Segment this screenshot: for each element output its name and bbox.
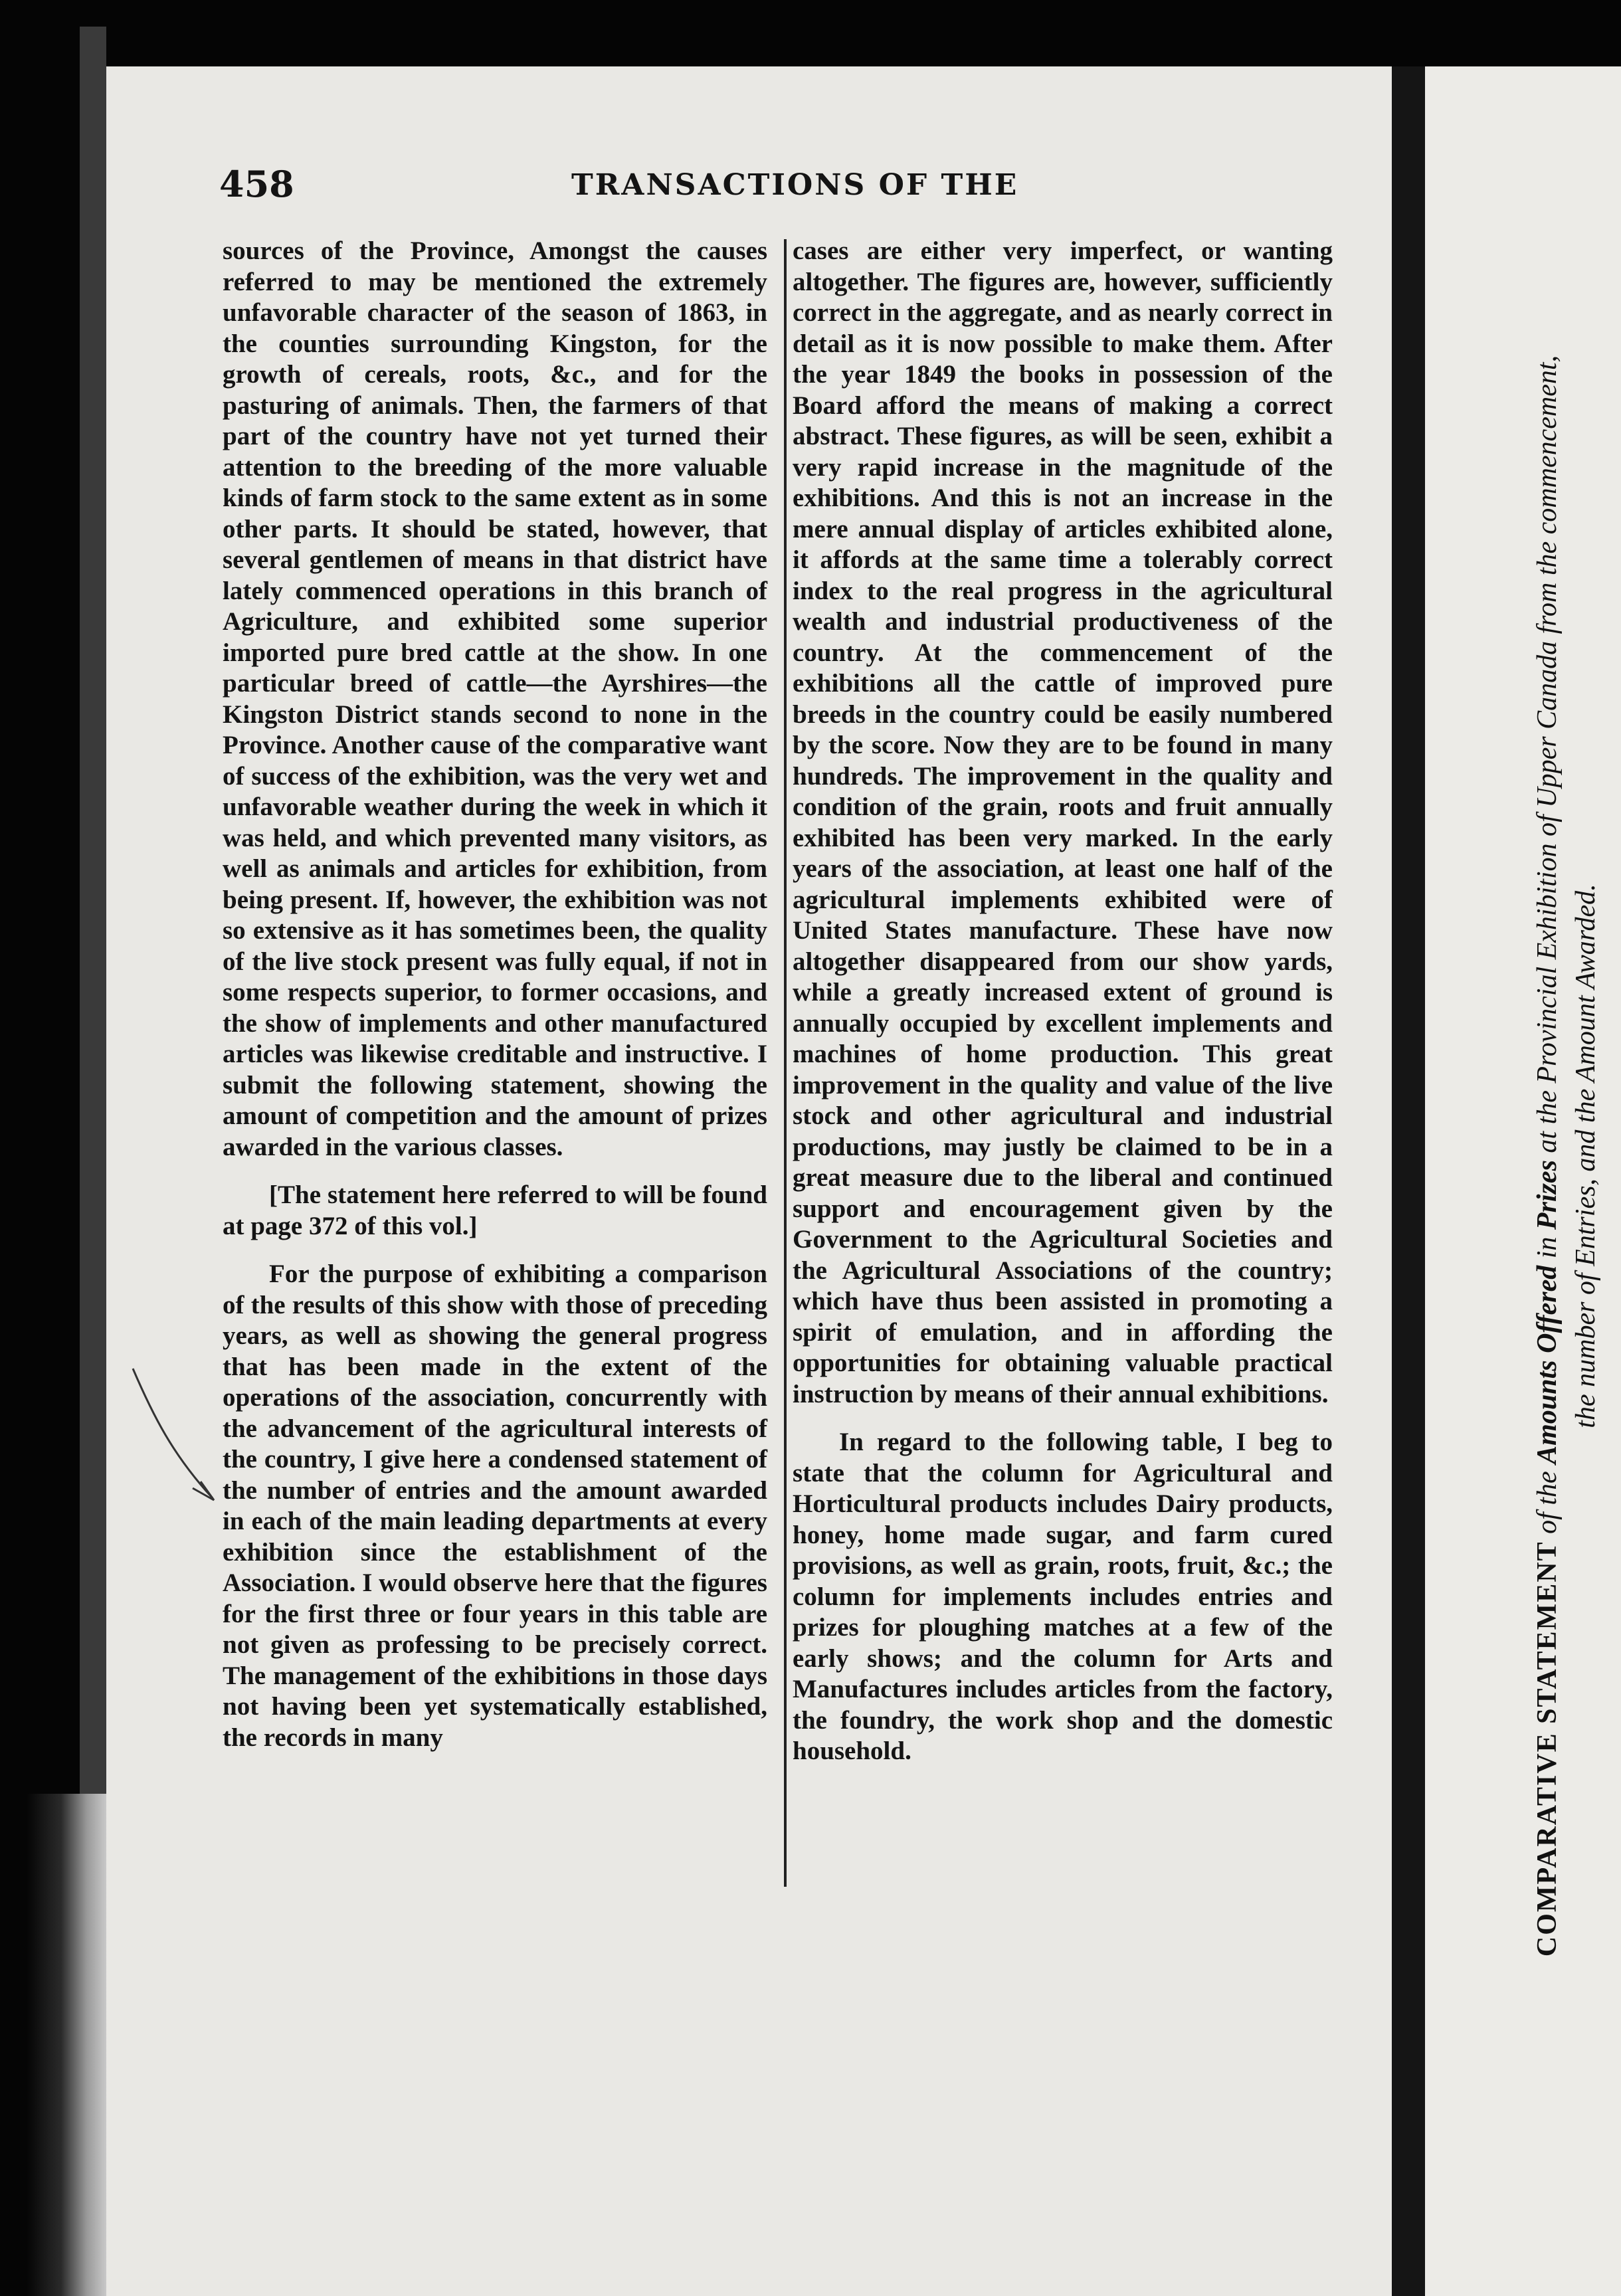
page-number: 458 xyxy=(219,163,294,205)
left-paragraph-3: For the purpose of exhibiting a comparison of the results of this show with those of preceding years, as well as showing the general progress that has been made in the extent of the operations of the association, concurrently with the advancement of the agricultural interests of the country, I give here a condensed statement of the number of entries and the amount awarded in each of the main leading departments at every exhibition since the establishment of the Association. I would observe here that the figures for the first three or four years in this table are not given as professing to be precisely correct. The management of the exhibitions in those days not having been yet systematically established, the records in many xyxy=(223,1260,767,1752)
caption-caps: COMPARATIVE STATEMENT xyxy=(1532,1541,1563,1957)
left-paragraph-1: sources of the Province, Amongst the causes referred to may be mentioned the extremely unfavorable character of the season of 1863, in the counties surrounding Kingston, for the growth of cereals, roots, &c., and for the pasturing of animals. Then, the farmers of that part of the country have not yet turned their attention to the breeding of the more valuable kinds of farm stock to the same extent as in some other parts. It should be stated, however, that several gentlemen of means in that district have lately commenced operations in this branch of Agriculture, and exhibited some superior imported pure bred cattle at the show. In one particular breed of cattle—the Ayrshires—the Kingston District stands second to none in the Province. Another cause of the comparative want of success of the exhibition, was the very wet and unfavorable weather during the week in which it was held, and which prevented many visitors, as well as animals and articles for exhibition, from being present. If, however, the exhibition was not so extensive as it has sometimes been, the quality of the live stock present was fully equal, if not in some respects superior, to former occasions, and the show of implements and other manufactured articles was likewise creditable and instructive. I submit the following statement, showing the amount of competition and the amount of prizes awarded in the various classes. xyxy=(223,237,767,1161)
table-caption-rotated xyxy=(1528,159,1621,2152)
left-column xyxy=(223,236,767,1753)
caption-text-b: Amounts Offered xyxy=(1532,1265,1563,1464)
caption-text-e: at the Provincial Exhibition of Upper Canada from the commencement, xyxy=(1532,355,1563,1161)
running-head-title: TRANSACTIONS OF THE xyxy=(571,168,1019,202)
scan-shadow xyxy=(27,1794,113,2296)
left-paragraph-2: [The statement here referred to will be found at page 372 of this vol.] xyxy=(223,1181,767,1240)
caption-line-1 xyxy=(1528,159,1567,2152)
caption-text-a: of the xyxy=(1532,1464,1563,1541)
running-head xyxy=(219,163,1382,223)
caption-text-d: Prizes xyxy=(1532,1160,1563,1230)
right-paragraph-1: cases are either very imperfect, or wanting altogether. The figures are, however, sufficiently correct in the aggregate, and as nearly correct in detail as it is now possible to make them. After the year 1849 the books in possession of the Board afford the means of making a correct abstract. These figures, as will be seen, exhibit a very rapid increase in the magnitude of the exhibitions. And this is not an increase in the mere annual display of articles exhibited alone, it affords at the same time a tolerably correct index to the real progress in the agricultural wealth and industrial productiveness of the country. At the commencement of the exhibitions all the cattle of improved pure breeds in the country could be easily numbered by the score. Now they are to be found in many hundreds. The improvement in the quality and condition of the grain, roots and fruit annually exhibited has been very marked. In the early years of the association, at least one half of the agricultural implements exhibited were of United States manufacture. These have now altogether disappeared from our show yards, while a greatly increased extent of ground is annually occupied by excellent implements and machines of home production. This great improvement in the quality and value of the live stock and other agricultural and industrial productions, may justly be claimed to be in a great measure due to the liberal and continued support and encouragement given by the Government to the Agricultural Societies and the Agricultural Associations of the country; which have thus been assisted in promoting a spirit of emulation, and in affording the opportunities for obtaining valuable practical instruction by means of their annual exhibitions. xyxy=(793,237,1333,1408)
book-gutter xyxy=(1392,66,1425,2296)
caption-line-2: the number of Entries, and the Amount Awarded. xyxy=(1571,884,1601,1428)
pencil-margin-mark xyxy=(126,1355,219,1515)
right-column xyxy=(793,236,1333,1767)
caption-text-c: in xyxy=(1532,1230,1563,1266)
column-divider xyxy=(784,239,787,1887)
right-paragraph-2: In regard to the following table, I beg to state that the column for Agricultural and Horticultural products includes Dairy products, honey, home made sugar, and farm cured provisions, as well as grain, roots, fruit, &c.; the column for implements includes entries and prizes for ploughing matches at a few of the early shows; and the column for Arts and Manufactures includes articles from the factory, the foundry, the work shop and the domestic household. xyxy=(793,1428,1333,1765)
